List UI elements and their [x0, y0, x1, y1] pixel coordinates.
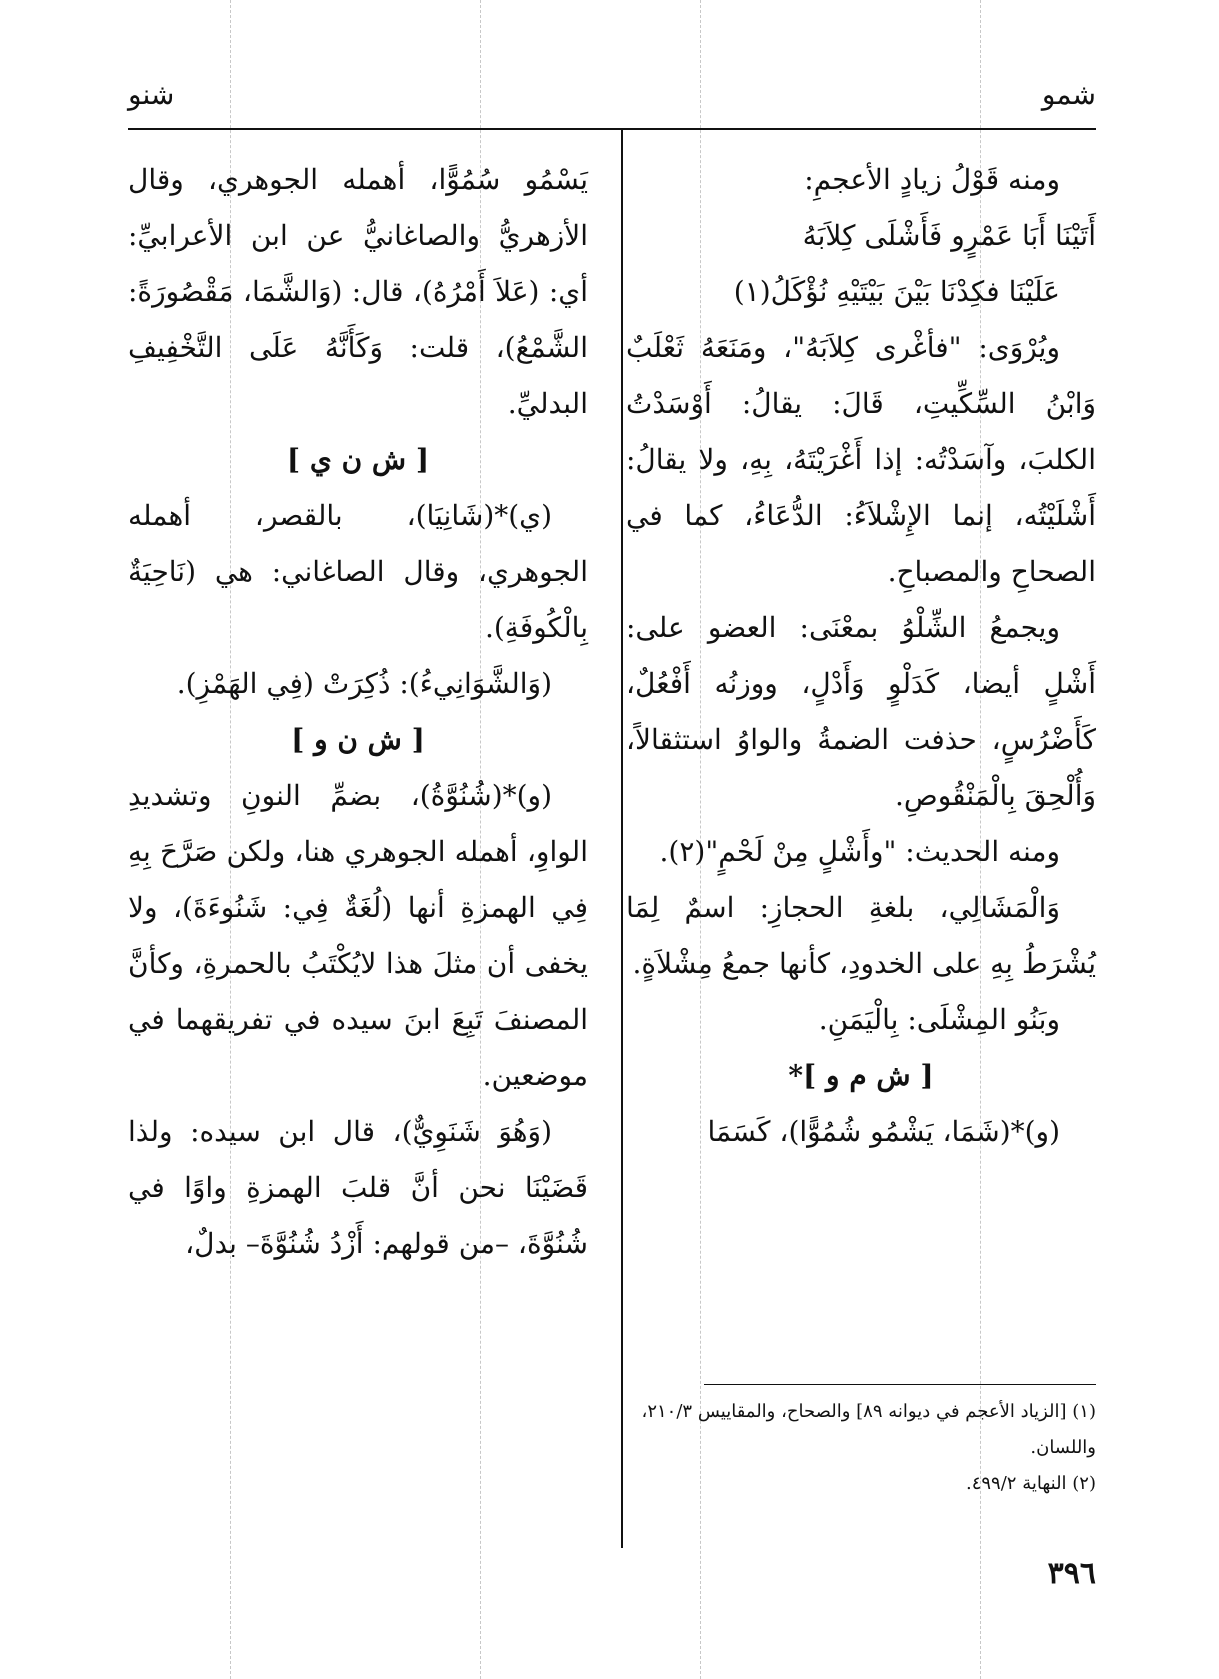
paragraph: ويُرْوَى: "فأغْرى كِلاَبَهُ"، ومَنَعَهُ ثَعْلَبٌ وَابْنُ السِّكِّيتِ، قَالَ: يقالُ: أَوْسَدْتُ الكلبَ، وآسَدْتُه: إذا أَغْرَيْتَهُ، بِهِ، ولا يقالُ: أَشْلَيْتُه، إنما الإِشْلاَءُ: الدُّعَاءُ، كما في الصحاحِ والمصباحِ. — [626, 331, 1096, 588]
footnotes — [626, 1394, 1096, 1502]
footnote: (١) [الزياد الأعجم في ديوانه ٨٩] والصحاح، والمقاييس ٢١٠/٣، واللسان. — [641, 1401, 1096, 1458]
entry-heading: [ ش ن و ] — [291, 723, 425, 756]
entry-heading: [ ش م و ]* — [788, 1059, 934, 1092]
verse-line: أَتَيْنَا أَبَا عَمْرٍو فَأَشْلَى كِلاَبَهُ — [802, 219, 1096, 252]
paragraph: ويجمعُ الشِّلْوُ بمعْنَى: العضو على: أَشْلٍ أيضا، كَدَلْوٍ وَأَدْلٍ، ووزنُه أَفْعُلٌ، كَأَضْرُسٍ، حذفت الضمةُ والواوُ استثقالاً، وَأُلْحِقَ بِالْمَنْقُوصِ. — [626, 611, 1096, 812]
header-rule — [128, 128, 1096, 130]
footnote: (٢) النهاية ٤٩٩/٢. — [965, 1473, 1096, 1494]
paragraph: يَسْمُو سُمُوًّا، أهمله الجوهري، وقال الأزهريُّ والصاغانيُّ عن ابن الأعرابيِّ: أي: (عَلاَ أَمْرُهُ)، قال: (وَالشَّمَا، مَقْصُورَةً: الشَّمْعُ)، قلت: وَكَأَنَّهُ عَلَى التَّخْفِيفِ البدليِّ. — [128, 163, 588, 420]
page-number: ٣٩٦ — [1047, 1556, 1096, 1591]
header-keyword-left: شنو — [128, 78, 175, 111]
verse-line: عَلَيْنَا فكِدْنَا بَيْنَ بَيْتَيْهِ نُؤْكَلُ(١) — [733, 275, 1060, 308]
paragraph: ومنه الحديث: "وأَشْلٍ مِنْ لَحْمٍ"(٢). — [659, 835, 1060, 868]
paragraph: وَالْمَشَالِي، بلغةِ الحجازِ: اسمٌ لِمَا يُشْرَطُ بِهِ على الخدودِ، كأنها جمعُ مِشْلاَةٍ. — [626, 891, 1096, 980]
header-keyword-right: شمو — [1041, 78, 1096, 111]
paragraph: (و)*(شُنُوَّةُ)، بضمِّ النونِ وتشديدِ الواوِ، أهمله الجوهري هنا، ولكن صَرَّحَ بِهِ فِي الهمزةِ أنها (لُغَةٌ فِي: شَنُوءَةَ)، ولا يخفى أن مثلَ هذا لايُكْتَبُ بالحمرةِ، وكأنَّ المصنفَ تَبِعَ ابنَ سيده في تفريقهما في موضعين. — [128, 779, 588, 1092]
paragraph: ومنه قَوْلُ زيادٍ الأعجمِ: — [804, 163, 1060, 196]
page-header — [128, 78, 1096, 122]
left-column — [128, 152, 588, 1272]
paragraph: (و)*(شَمَا، يَشْمُو شُمُوًّا)، كَسَمَا — [707, 1115, 1060, 1148]
column-divider — [621, 130, 623, 1548]
paragraph: وبَنُو المِشْلَى: بِالْيَمَنِ. — [818, 1003, 1060, 1036]
paragraph: (وَالشَّوَانِيءُ): ذُكِرَتْ (فِي الهَمْزِ). — [176, 667, 552, 700]
footnote-rule — [704, 1384, 1096, 1385]
paragraph: (وَهُوَ شَنَوِيٌّ)، قال ابن سيده: ولذا قَضَيْنَا نحن أنَّ قلبَ الهمزةِ واوًا في شُنُوَّةَ، –من قولهم: أَزْدُ شُنُوَّةَ– بدلٌ، — [128, 1115, 588, 1260]
entry-heading: [ ش ن ي ] — [286, 443, 430, 476]
paragraph: (ي)*(شَانِيَا)، بالقصر، أهمله الجوهري، وقال الصاغاني: هي (نَاحِيَةٌ بِالْكُوفَةِ). — [128, 499, 588, 644]
right-column — [626, 152, 1096, 1160]
